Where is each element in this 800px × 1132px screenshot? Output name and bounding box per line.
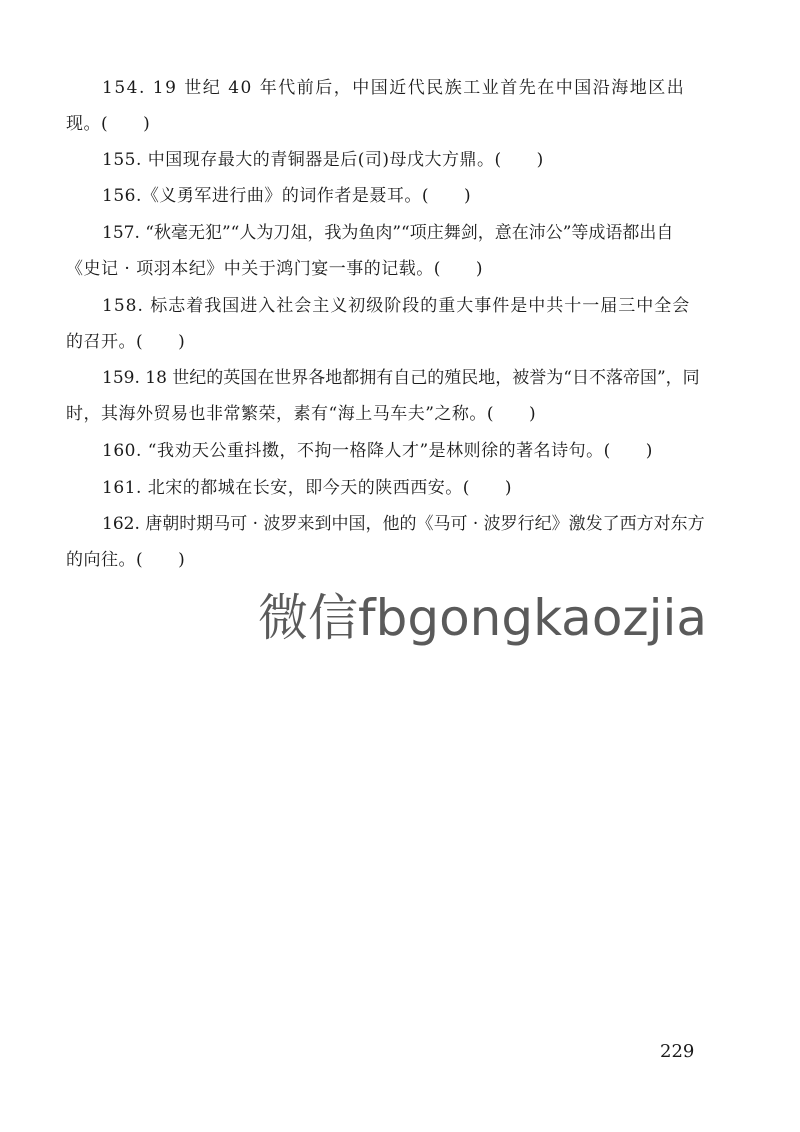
watermark-text: 微信fbgongkaozjia [258,589,708,647]
question-160-line-1: 160. “我劝天公重抖擞，不拘一格降人才”是林则徐的著名诗句。( ) [102,441,653,461]
page-number: 229 [660,1041,695,1062]
question-159-line-1: 159. 18 世纪的英国在世界各地都拥有自己的殖民地，被誉为“日不落帝国”，同 [102,368,700,388]
question-162-line-1: 162. 唐朝时期马可 · 波罗来到中国，他的《马可 · 波罗行纪》激发了西方对东方 [102,514,705,534]
question-157-line-2: 《史记 · 项羽本纪》中关于鸿门宴一事的记载。( ) [66,259,483,279]
question-159-line-2: 时，其海外贸易也非常繁荣，素有“海上马车夫”之称。( ) [66,404,537,424]
question-161-line-1: 161. 北宋的都城在长安，即今天的陕西西安。( ) [102,478,513,498]
question-158-line-2: 的召开。( ) [66,332,186,352]
question-162-line-2: 的向往。( ) [66,550,186,570]
question-156-line-1: 156.《义勇军进行曲》的词作者是聂耳。( ) [102,186,472,206]
question-155-line-1: 155. 中国现存最大的青铜器是后(司)母戊大方鼎。( ) [102,150,544,170]
question-158-line-1: 158. 标志着我国进入社会主义初级阶段的重大事件是中共十一届三中全会 [102,296,691,316]
question-154-line-2: 现。( ) [66,114,151,134]
question-154-line-1: 154. 19 世纪 40 年代前后，中国近代民族工业首先在中国沿海地区出 [102,78,686,98]
question-157-line-1: 157. “秋毫无犯”“人为刀俎，我为鱼肉”“项庄舞剑，意在沛公”等成语都出自 [102,223,674,243]
